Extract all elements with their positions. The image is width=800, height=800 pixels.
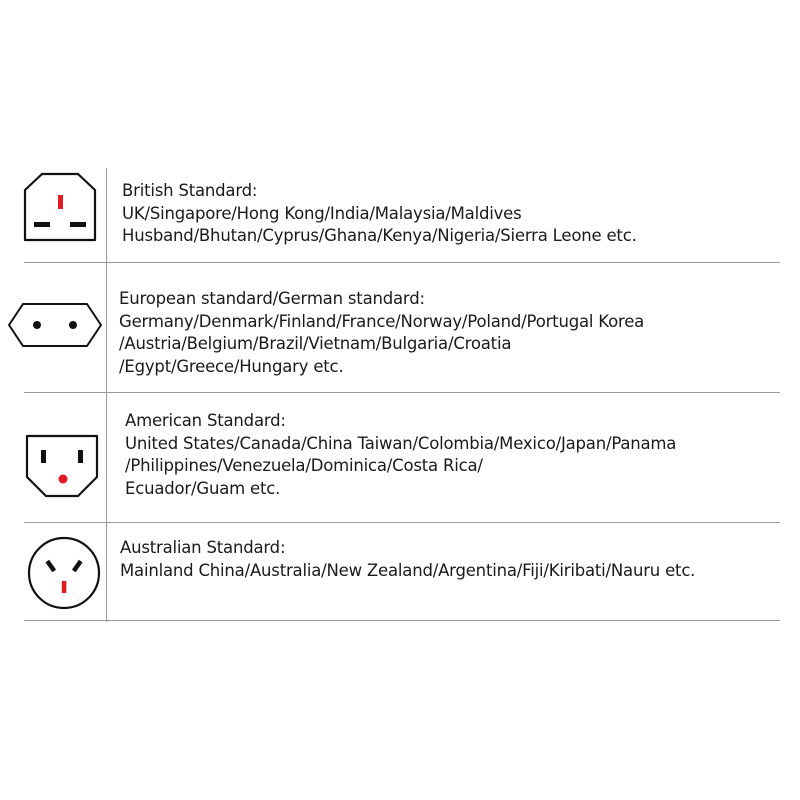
row-divider [24,522,780,523]
row-divider [24,262,780,263]
european-plug-icon [7,302,103,348]
row-australian [120,537,695,582]
american-plug-icon [24,433,100,499]
country-list-line: UK/Singapore/Hong Kong/India/Malaysia/Maldives [122,203,522,223]
country-list-line: /Austria/Belgium/Brazil/Vietnam/Bulgaria/Croatia [119,334,512,353]
country-list-line: Germany/Denmark/Finland/France/Norway/Poland/Portugal Korea [119,311,645,331]
row-american [125,410,676,500]
column-divider [106,168,107,622]
row-british [122,180,637,248]
country-list-line: United States/Canada/China Taiwan/Colombia/Mexico/Japan/Panama [125,433,677,453]
country-list-line: Husband/Bhutan/Cyprus/Ghana/Kenya/Nigeria/Sierra Leone etc. [122,226,637,245]
row-divider [24,620,780,621]
country-list-line: Mainland China/Australia/New Zealand/Argentina/Fiji/Kiribati/Nauru etc. [120,560,696,580]
standard-title: American Standard: [125,411,286,430]
country-list-line: /Philippines/Venezuela/Dominica/Costa Rica/ [125,456,483,475]
country-list-line: /Egypt/Greece/Hungary etc. [119,356,344,376]
country-list-line: Ecuador/Guam etc. [125,478,281,498]
row-european [119,288,644,378]
british-plug-icon [22,171,98,243]
standard-title: Australian Standard: [120,538,286,557]
australian-plug-icon [26,535,102,611]
row-divider [24,392,780,393]
standard-title: British Standard: [122,181,258,200]
standard-title: European standard/German standard: [119,289,425,308]
